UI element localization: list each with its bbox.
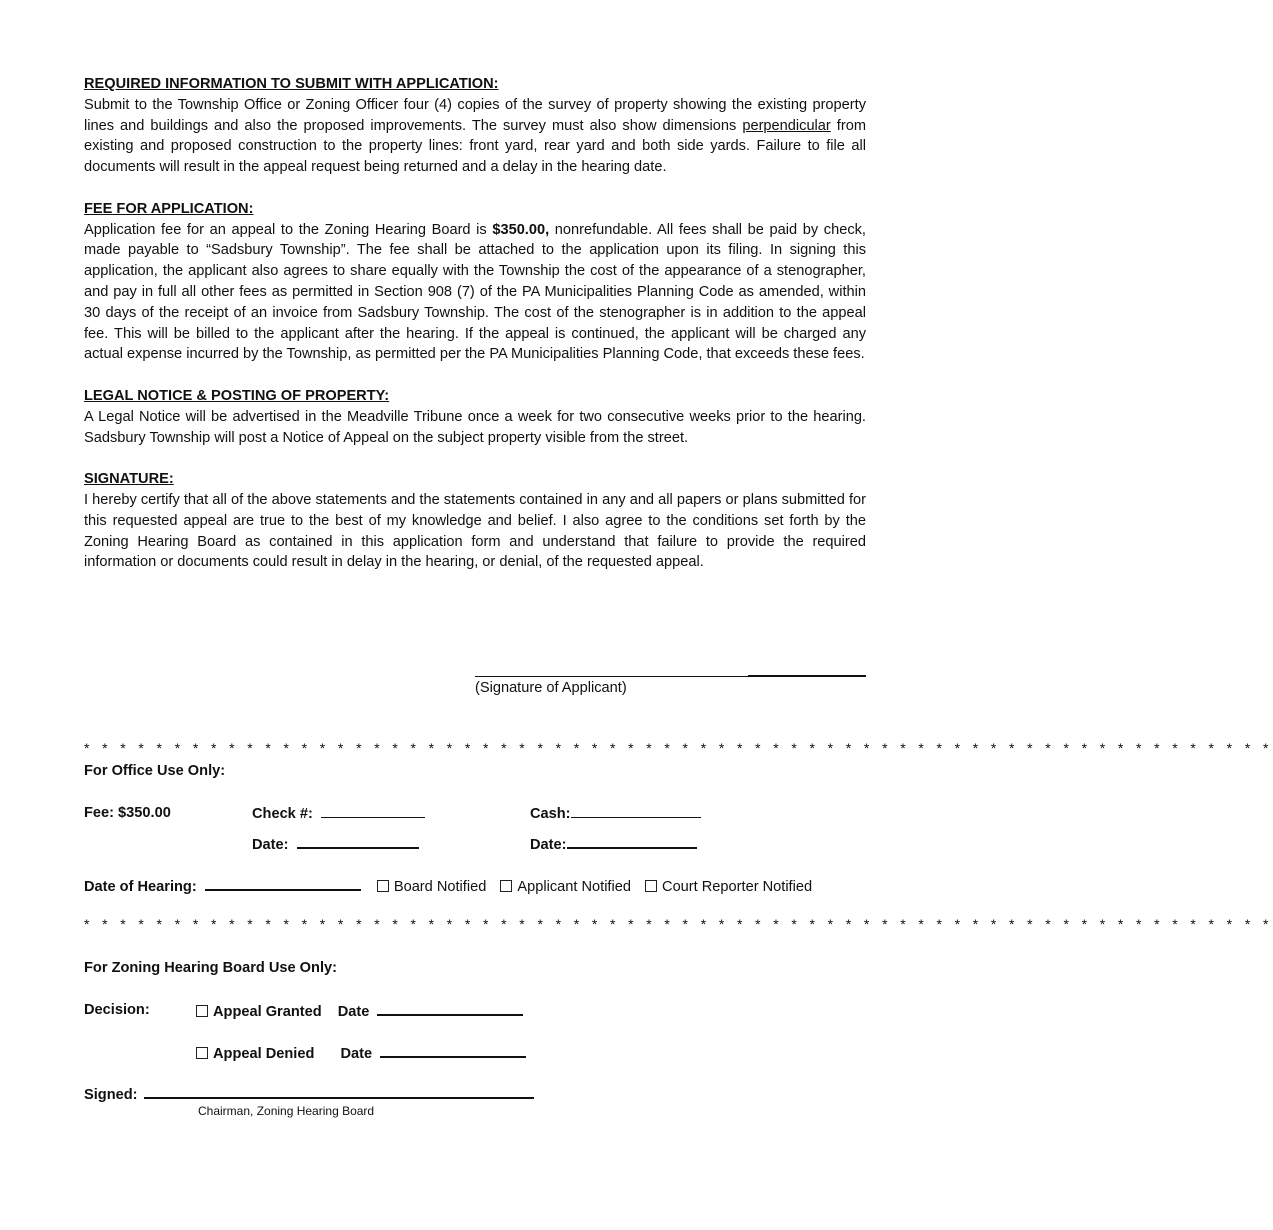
board-notified-checkbox[interactable] xyxy=(377,880,389,892)
fee-section xyxy=(84,199,866,365)
required-info-section xyxy=(84,74,866,178)
check-number-label: Check #: xyxy=(252,806,313,822)
signature-heading: SIGNATURE: xyxy=(84,471,174,488)
appeal-denied-date-label: Date xyxy=(340,1046,373,1062)
fee-text-part-1: Application fee for an appeal to the Zoning Hearing Board is xyxy=(84,221,493,238)
check-number-line[interactable] xyxy=(321,805,425,818)
check-number-field xyxy=(252,805,425,822)
check-date-line[interactable] xyxy=(297,835,419,849)
appeal-granted-date-label: Date xyxy=(337,1004,370,1020)
required-info-underlined-word: perpendicular xyxy=(742,117,831,134)
hearing-date-label: Date of Hearing: xyxy=(84,879,197,895)
signature-text: I hereby certify that all of the above statements and the statements contained in any and all papers or plans submitted for this requested appeal are true to the best of my knowledge and belief. I also agree to the conditions set forth by the Zoning Hearing Board as contained in this application form and understand that failure to provide the required information or documents could result in delay in the hearing, or denial, of the requested appeal. xyxy=(84,491,866,571)
appeal-granted-label: Appeal Granted xyxy=(213,1004,322,1020)
hearing-date-line[interactable] xyxy=(205,877,361,891)
board-notified-label: Board Notified xyxy=(393,879,487,895)
decision-label: Decision: xyxy=(84,1002,150,1018)
required-info-text xyxy=(84,95,866,178)
court-reporter-notified-checkbox[interactable] xyxy=(645,880,657,892)
cash-label: Cash: xyxy=(530,806,571,822)
zhb-use-heading: For Zoning Hearing Board Use Only: xyxy=(84,960,337,976)
appeal-granted-date-line[interactable] xyxy=(377,1002,523,1016)
hearing-date-row xyxy=(84,877,812,895)
separator-top: * * * * * * * * * * * * * * * * * * * * * * * * * * * * * * * * * * * * * * * * * * * * * * * * * * * * * * * * * * * * * * * * * * xyxy=(84,740,1273,756)
legal-notice-heading: LEGAL NOTICE & POSTING OF PROPERTY: xyxy=(84,387,390,404)
check-date-field xyxy=(252,835,419,853)
appeal-denied-date-line[interactable] xyxy=(380,1044,526,1058)
appeal-denied-row xyxy=(196,1044,526,1062)
appeal-granted-row xyxy=(196,1002,523,1020)
fee-text xyxy=(84,220,866,366)
appeal-denied-checkbox[interactable] xyxy=(196,1047,208,1059)
required-info-text-part-1: Submit to the Township Office or Zoning Officer four (4) copies of the survey of property showing the existing property lines and buildings and also the proposed improvements. The survey must also show dimensions xyxy=(84,96,866,134)
cash-date-label: Date: xyxy=(530,837,567,853)
legal-notice-text: A Legal Notice will be advertised in the Meadville Tribune once a week for two consecutive weeks prior to the hearing. Sadsbury Township will post a Notice of Appeal on the subject property visible from the street. xyxy=(84,408,866,446)
applicant-notified-label: Applicant Notified xyxy=(517,879,631,895)
applicant-signature-block xyxy=(475,660,866,696)
cash-field xyxy=(530,805,701,822)
required-info-heading: REQUIRED INFORMATION TO SUBMIT WITH APPLICATION: xyxy=(84,76,499,92)
cash-date-line[interactable] xyxy=(567,835,697,849)
legal-notice-section xyxy=(84,386,866,448)
signed-line[interactable] xyxy=(144,1085,534,1099)
cash-line[interactable] xyxy=(571,805,701,818)
chairman-label: Chairman, Zoning Hearing Board xyxy=(198,1104,375,1118)
check-date-label: Date: xyxy=(252,837,289,853)
form-text-body xyxy=(84,74,866,594)
court-reporter-notified-label: Court Reporter Notified xyxy=(662,879,813,895)
applicant-signature-line[interactable] xyxy=(475,660,866,677)
applicant-notified-checkbox[interactable] xyxy=(500,880,512,892)
office-fee-label: Fee: $350.00 xyxy=(84,805,171,821)
cash-date-field xyxy=(530,835,697,853)
appeal-granted-checkbox[interactable] xyxy=(196,1005,208,1017)
signature-section xyxy=(84,469,866,573)
fee-text-part-2: nonrefundable. All fees shall be paid by check, made payable to “Sadsbury Township”. The fee shall be attached to the application upon its filing. In signing this application, the applicant also agrees to share equally with the Township the cost of the appearance of a stenographer, and pay in full all other fees as permitted in Section 908 (7) of the PA Municipalities Planning Code as amended, within 30 days of the receipt of an invoice from Sadsbury Township. The cost of the stenographer is in addition to the appeal fee. This will be billed to the applicant after the hearing. If the appeal is continued, the applicant will be charged any actual expense incurred by the Township, as permitted per the PA Municipalities Planning Code, that exceeds these fees. xyxy=(84,221,866,363)
applicant-signature-label: (Signature of Applicant) xyxy=(475,680,627,696)
office-use-heading: For Office Use Only: xyxy=(84,763,226,779)
separator-bottom: * * * * * * * * * * * * * * * * * * * * * * * * * * * * * * * * * * * * * * * * * * * * * * * * * * * * * * * * * * * * * * * * * * xyxy=(84,916,1273,932)
signed-row xyxy=(84,1085,534,1103)
signed-label: Signed: xyxy=(84,1087,138,1103)
fee-amount: $350.00, xyxy=(492,221,550,238)
appeal-denied-label: Appeal Denied xyxy=(213,1046,315,1062)
required-info-text-part-2: from existing and proposed construction to the property lines: front yard, rear yard and both side yards. Failure to file all documents will result in the appeal request being returned and a delay in the hearing date. xyxy=(84,117,866,176)
fee-heading: FEE FOR APPLICATION: xyxy=(84,200,254,217)
